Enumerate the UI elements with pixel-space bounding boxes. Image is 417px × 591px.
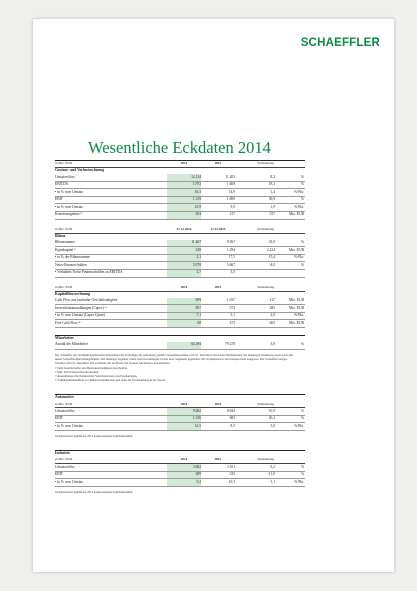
value-unit: Mio. EUR <box>275 298 305 305</box>
row-label: Free Cash Flow ⁴⁾ <box>55 320 167 328</box>
value-current: 10,9 <box>167 204 201 212</box>
value-current: 9.062 <box>167 408 201 416</box>
value-prior: 79.278 <box>201 342 235 349</box>
value-current: 9,2 <box>167 479 201 487</box>
value-unit: % <box>275 415 305 423</box>
value-current: 1.319 <box>167 196 201 204</box>
row-label: Netto-Finanzschulden <box>55 262 167 270</box>
row-label: EBIT <box>55 196 167 204</box>
footnote: ¹⁾ Dem Gesellschafter des Mutterunternehmens zurechenbar. <box>55 365 128 370</box>
column-header: in Mio. EUR <box>55 227 167 234</box>
row-label: Cash Flow aus laufender Geschäftstätigkeit <box>55 298 167 305</box>
value-prior: 1.037 <box>201 298 235 305</box>
industrie-note: Vorjahreswerte gemäß der 2014 ausgewiesenen Segmentstruktur. <box>55 489 134 494</box>
column-header: in Mio. EUR <box>55 401 167 408</box>
value-prior: 9,0 <box>201 204 235 212</box>
schaeffler-logo: SCHAEFFLER <box>300 37 380 49</box>
key-figures-tables <box>55 160 305 494</box>
table-row <box>55 320 305 328</box>
value-prior: 8,5 <box>201 423 235 431</box>
row-label: • in % der Bilanzsumme <box>55 254 167 262</box>
data-table <box>55 451 305 487</box>
row-label: • in % vom Umsatz <box>55 479 167 487</box>
row-label: Konzernergebnis ¹⁾ <box>55 211 167 219</box>
column-header: 31.12.2013 <box>201 227 235 234</box>
value-current: 1.972 <box>167 181 201 189</box>
table-row <box>55 298 305 305</box>
table-row <box>55 464 305 472</box>
column-header: 2014 <box>167 161 201 168</box>
table-row <box>55 181 305 189</box>
value-prior: 1.669 <box>201 181 235 189</box>
value-prior: 572 <box>201 305 235 313</box>
section-heading: Mitarbeiter <box>55 336 74 340</box>
value-unit: Mio. EUR <box>275 305 305 313</box>
table-row <box>55 415 305 423</box>
row-label: • Verhältnis Netto-Finanzschulden zu EBITDA <box>55 269 167 277</box>
row-label: EBIT <box>55 471 167 479</box>
value-unit: % <box>275 174 305 181</box>
column-header: in Mio. EUR <box>55 161 167 168</box>
value-change: 1,9 <box>235 204 275 212</box>
value-change: 8,2 <box>235 174 275 181</box>
table-row <box>55 312 305 320</box>
section-heading: Kapitalflussrechnung <box>55 291 90 296</box>
value-current: 1.136 <box>167 415 201 423</box>
value-change: 2.224 <box>235 247 275 255</box>
column-header: 2013 <box>201 457 235 464</box>
row-label: Bilanzsumme <box>55 240 167 247</box>
value-unit: Mio. EUR <box>275 320 305 328</box>
value-current: 68 <box>167 320 201 328</box>
column-header: 2013 <box>201 285 235 292</box>
value-prior: 325 <box>201 471 235 479</box>
value-current: 16,3 <box>167 189 201 197</box>
column-header: Veränderung <box>235 285 275 292</box>
table-row <box>55 211 305 219</box>
table-row <box>55 174 305 181</box>
column-header: Veränderung <box>235 457 275 464</box>
value-current: 11.467 <box>167 240 201 247</box>
value-current: 2,1 <box>167 254 201 262</box>
value-prior: 3.161 <box>201 464 235 472</box>
table-row <box>55 305 305 313</box>
row-label: • in % vom Umsatz <box>55 423 167 431</box>
value-unit: % <box>275 262 305 270</box>
table-row <box>55 269 305 277</box>
value-current: 857 <box>167 305 201 313</box>
table-row <box>55 240 305 247</box>
footnote: ³⁾ Auszahlungen für immaterielle Vermögenswerte und Sachanlagen. <box>55 373 138 378</box>
value-unit <box>275 269 305 277</box>
column-header: 2014 <box>167 457 201 464</box>
value-unit: %-Pkt. <box>275 479 305 487</box>
table-row <box>55 254 305 262</box>
value-prior: 8.044 <box>201 408 235 416</box>
value-prior: 11.205 <box>201 174 235 181</box>
table-row <box>55 196 305 204</box>
value-change: -3,2 <box>235 464 275 472</box>
value-current: 289 <box>167 471 201 479</box>
value-prior: 10,3 <box>201 479 235 487</box>
column-header: 2013 <box>201 161 235 168</box>
value-unit: % <box>275 471 305 479</box>
page-title: Wesentliche Eckdaten 2014 <box>88 138 271 157</box>
column-header: in Mio. EUR <box>55 285 167 292</box>
value-prior: 8.567 <box>201 240 235 247</box>
column-header: Veränderung <box>235 401 275 408</box>
data-table <box>55 336 305 350</box>
row-label: Anzahl der Mitarbeiter <box>55 342 167 349</box>
value-unit: Mio. EUR <box>275 211 305 219</box>
footnote: ²⁾ Inkl. nicht beherrschender Anteile. <box>55 369 99 374</box>
value-change: -11,0 <box>235 471 275 479</box>
value-current: 238 <box>167 247 201 255</box>
value-change: 3,8 <box>235 342 275 349</box>
table-row <box>55 342 305 349</box>
value-current: 12.124 <box>167 174 201 181</box>
lead-note: Die Schaeffler AG bestimmt Konzernabschlusszahlen auf Grundlage der Aufteilung gemäß Vorstandsbeschluss vom 31. Dezember 2014 unter Beibehaltung der bisherigen Strukturen sowie nach den neuen Schaeffler-Berichtssegmenten. Das bisherige Segment wurde zum Geschäftsjahr in drei neue Segmente gegliedert; die Vorjahreswerte sind entsprechend angepasst. Die Schaeffler-Gruppe berichtet zum 31. Dezember 2014 erstmals auf der Basis von Sparten Automotive und Industrie. <box>55 352 294 365</box>
row-label: Umsatzerlöse <box>55 174 167 181</box>
value-unit: %-Pkt. <box>275 204 305 212</box>
industrie-table <box>55 451 305 487</box>
value-unit: % <box>275 408 305 416</box>
value-prior: 1.008 <box>201 196 235 204</box>
value-unit: % <box>275 240 305 247</box>
column-header: 2014 <box>167 401 201 408</box>
section-heading: Industrie <box>55 451 70 456</box>
row-label: Umsatzerlöse <box>55 408 167 416</box>
table-row <box>55 204 305 212</box>
value-change: 33,9 <box>235 240 275 247</box>
value-unit: % <box>275 181 305 189</box>
value-unit: %-Pkt. <box>275 254 305 262</box>
row-label: EBIT <box>55 415 167 423</box>
value-change: 3,0 <box>235 423 275 431</box>
footnotes <box>55 366 295 382</box>
column-header: 2013 <box>201 401 235 408</box>
column-header: Veränderung <box>235 227 275 234</box>
automotive-table <box>55 395 305 431</box>
value-change: 1,4 <box>235 189 275 197</box>
value-current: 3.062 <box>167 464 201 472</box>
value-prior: 17,5 <box>201 254 235 262</box>
value-change: 30,2 <box>235 415 275 423</box>
value-unit: %-Pkt. <box>275 312 305 320</box>
section-heading: Gewinn- und Verlustrechnung <box>55 168 105 173</box>
table-row <box>55 423 305 431</box>
table-row <box>55 479 305 487</box>
row-label: Investitionsauszahlungen (Capex) ³⁾ <box>55 305 167 313</box>
value-unit: %-Pkt. <box>275 189 305 197</box>
value-change: 10,9 <box>235 408 275 416</box>
section-heading: Bilanz <box>55 233 66 238</box>
value-change: -405 <box>235 320 275 328</box>
table-row <box>55 262 305 270</box>
data-table <box>55 227 305 278</box>
table-row <box>55 189 305 197</box>
row-label: • in % vom Umsatz (Capex Quote) <box>55 312 167 320</box>
value-change: 2,0 <box>235 312 275 320</box>
table-row <box>55 471 305 479</box>
value-change: 15,4 <box>235 254 275 262</box>
value-unit: Mio. EUR <box>275 247 305 255</box>
table-row <box>55 408 305 416</box>
value-change <box>235 269 275 277</box>
row-label: Eigenkapital ²⁾ <box>55 247 167 255</box>
footnote: ⁴⁾ Zahlungsmittelzufluss vor M&A-Transaktionen und ohne die Vorabzahlung an die Sparte. <box>55 378 166 383</box>
table-row <box>55 247 305 255</box>
row-label: • in % vom Umsatz <box>55 204 167 212</box>
value-current: 5.078 <box>167 262 201 270</box>
data-table <box>55 161 305 220</box>
column-header: 2014 <box>167 285 201 292</box>
value-change: 30,9 <box>235 196 275 204</box>
value-change: 527 <box>235 211 275 219</box>
value-current: 82.294 <box>167 342 201 349</box>
value-change: -4,0 <box>235 262 275 270</box>
automotive-note: Vorjahreswerte gemäß der 2014 ausgewiesenen Segmentstruktur. <box>55 433 134 438</box>
value-current: 7,1 <box>167 312 201 320</box>
value-current: 859 <box>167 298 201 305</box>
value-current: 654 <box>167 211 201 219</box>
value-change: -1,1 <box>235 479 275 487</box>
value-prior: 683 <box>201 415 235 423</box>
value-prior: 473 <box>201 320 235 328</box>
value-unit: % <box>275 342 305 349</box>
value-change: -127 <box>235 298 275 305</box>
main-tables <box>55 160 305 350</box>
value-unit: % <box>275 464 305 472</box>
value-prior: 3,5 <box>201 269 235 277</box>
row-label: EBITDA <box>55 181 167 189</box>
value-unit: % <box>275 196 305 204</box>
section-heading: Automotive <box>55 395 74 400</box>
column-header: 31.12.2014 <box>167 227 201 234</box>
value-prior: 14,9 <box>201 189 235 197</box>
data-table <box>55 285 305 328</box>
value-prior: 1.294 <box>201 247 235 255</box>
value-prior: 5,1 <box>201 312 235 320</box>
value-unit: %-Pkt. <box>275 423 305 431</box>
value-prior: 127 <box>201 211 235 219</box>
column-header: in Mio. EUR <box>55 457 167 464</box>
column-header: Veränderung <box>235 161 275 168</box>
value-current: 12,5 <box>167 423 201 431</box>
value-current: 2,7 <box>167 269 201 277</box>
value-prior: 5.667 <box>201 262 235 270</box>
row-label: Umsatzerlöse <box>55 464 167 472</box>
value-change: 285 <box>235 305 275 313</box>
data-table <box>55 395 305 431</box>
value-change: 18,2 <box>235 181 275 189</box>
row-label: • in % vom Umsatz <box>55 189 167 197</box>
